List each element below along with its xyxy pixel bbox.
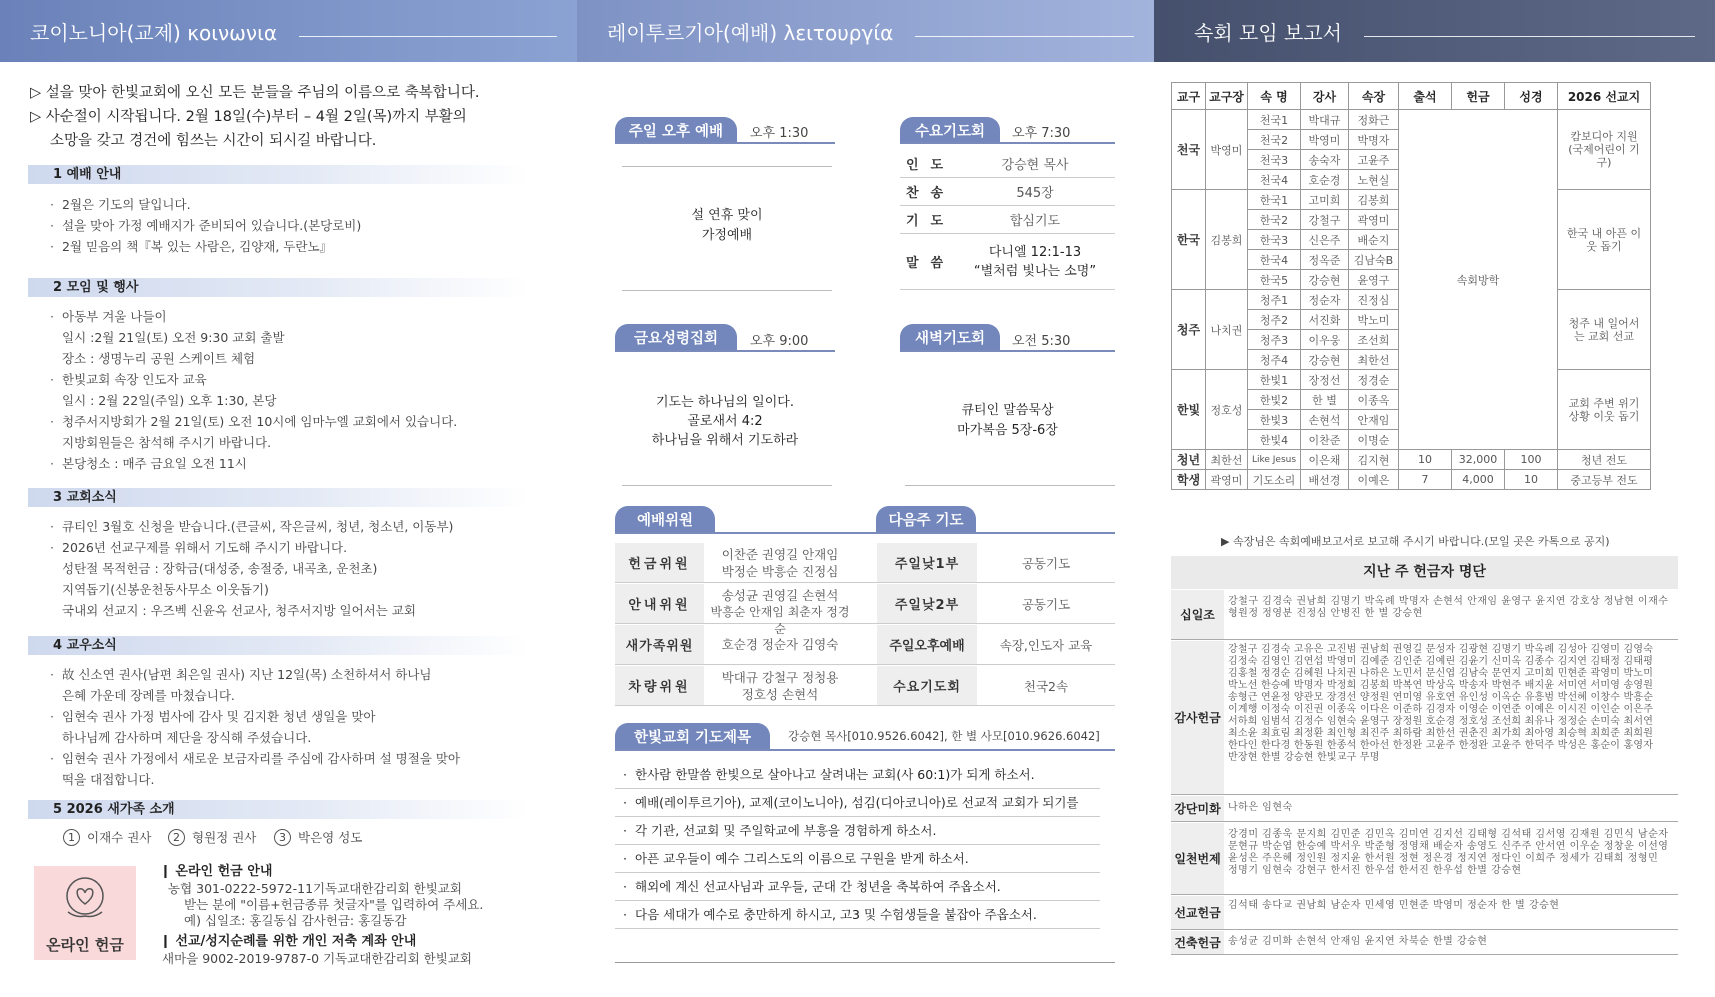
offering-label: 선교헌금 xyxy=(1171,896,1224,929)
row-value: 합심기도 xyxy=(1009,214,1061,229)
mission-cell: 한국 내 아픈 이웃 돕기 xyxy=(1558,190,1651,290)
row-value xyxy=(955,243,1115,281)
group-cell: Like Jesus xyxy=(1248,450,1301,470)
prayer-item: · 다음 세대가 예수로 충만하게 하시고, 고3 및 수험생들을 붙잡아 주옵소서. xyxy=(615,902,1100,929)
newcomer-name: 이재수 권사 xyxy=(87,830,152,845)
group-name-cell: 천국2 xyxy=(1248,130,1301,150)
district-cell: 한빛 xyxy=(1172,370,1206,450)
list-item: · 임현숙 권사 가정 범사에 감사 및 김지환 청년 생일을 맞아 xyxy=(62,706,376,727)
teacher-cell: 정옥준 xyxy=(1301,250,1349,270)
divider xyxy=(622,485,832,486)
prayer-slot: 주일오후예배 xyxy=(877,625,977,664)
role-members xyxy=(705,625,855,664)
list-item: · 큐티인 3월호 신청을 받습니다.(큰글씨, 작은글씨, 청년, 청소년, 이동부) xyxy=(62,516,453,537)
offering-row-building xyxy=(1171,931,1678,955)
title-underline xyxy=(900,350,1115,352)
divider xyxy=(622,290,832,291)
prayer-item: · 한사람 한말씀 한빛으로 살아나고 살려내는 교회(사 60:1)가 되게 하소서. xyxy=(615,762,1100,789)
teacher-cell: 장정선 xyxy=(1301,370,1349,390)
merged-note-cell: 속회방학 xyxy=(1399,110,1558,450)
dawn-line: 큐티인 말씀묵상 xyxy=(961,403,1054,418)
row-key: 말씀 xyxy=(906,256,956,271)
header-rule xyxy=(1364,36,1695,37)
list-item: · 본당청소 : 매주 금요일 오전 11시 xyxy=(62,453,247,474)
members-line: 이찬준 권영길 안재임 xyxy=(721,547,839,562)
offering-names: 송성균 김미화 손현석 안재임 윤지연 차북순 한별 강승현 xyxy=(1228,936,1488,947)
online-account: 농협 301-0222-5972-11기독교대한감리회 한빛교회 xyxy=(168,881,462,896)
online-note: 예) 십일조: 홍길동십 감사헌금: 홍길동감 xyxy=(184,913,407,928)
divider xyxy=(615,962,1115,963)
header-rule xyxy=(915,36,1134,37)
table-header-row xyxy=(1172,83,1651,110)
prayer-person: 공동기도 xyxy=(1021,596,1071,612)
title-underline xyxy=(615,749,1115,751)
group-head-cell: 박명자 xyxy=(1349,130,1399,150)
list-item: 국내외 선교지 : 우즈벡 신윤옥 선교사, 청주서지방 일어서는 교회 xyxy=(62,603,416,618)
logo-text: 온라인 헌금 xyxy=(46,936,124,954)
online-title: ❙ 온라인 헌금 안내 xyxy=(160,864,273,879)
group-head-cell: 배순지 xyxy=(1349,230,1399,250)
role-name: 새가족위원 xyxy=(615,625,704,664)
group-cell: 기도소리 xyxy=(1248,470,1301,490)
list-item: 일시 :2월 21일(토) 오전 9:30 교회 출발 xyxy=(62,330,285,345)
teacher-cell: 이찬준 xyxy=(1301,430,1349,450)
offering-label: 강단미화 xyxy=(1171,796,1224,821)
number-circle: 1 xyxy=(63,829,80,846)
list-item: 하나님께 감사하며 제단을 장식해 주셨습니다. xyxy=(62,730,312,745)
list-item: 성탄절 목적헌금 : 장학금(대성중, 송절중, 내곡초, 운천초) xyxy=(62,561,378,576)
list-item: 떡을 대접합니다. xyxy=(62,772,155,787)
dawn-service-time: 오전 5:30 xyxy=(1012,334,1071,349)
head-cell: 김지현 xyxy=(1349,450,1399,470)
teacher-cell: 서진화 xyxy=(1301,310,1349,330)
column-header: 교구 xyxy=(1172,83,1206,110)
list-item: 지역돕기(신봉운천동사무소 이웃돕기) xyxy=(62,582,269,597)
leader-cell: 김봉희 xyxy=(1206,190,1248,290)
friday-line: 기도는 하나님의 일이다. xyxy=(656,395,794,410)
friday-service-time: 오후 9:00 xyxy=(750,334,809,349)
list-item: 장소 : 생명누리 공원 스케이트 체험 xyxy=(62,351,256,366)
sermon-title: “별처럼 빛나는 소명” xyxy=(973,263,1097,279)
role-members xyxy=(705,543,855,582)
attend-cell: 7 xyxy=(1399,470,1452,490)
money-cell: 32,000 xyxy=(1452,450,1505,470)
group-head-cell: 윤영구 xyxy=(1349,270,1399,290)
wednesday-service-time: 오후 7:30 xyxy=(1012,126,1071,141)
column-header: 속 명 xyxy=(1248,83,1301,110)
dawn-line: 마가복음 5장-6장 xyxy=(957,423,1058,438)
next-prayer-title: 다음주 기도 xyxy=(876,506,976,532)
group-name-cell: 한국3 xyxy=(1248,230,1301,250)
table-row xyxy=(1172,470,1651,490)
members-line: 박흥순 안재임 최춘자 정경순 xyxy=(710,605,850,636)
list-item: · 임현숙 권사 가정에서 새로운 보금자리를 주심에 감사하며 설 명절을 맞아 xyxy=(62,748,460,769)
friday-line: 하나님을 위해서 기도하라 xyxy=(651,433,799,448)
list-item: · 2월은 기도의 달입니다. xyxy=(62,194,191,215)
committee-row xyxy=(615,584,1115,636)
teacher-cell: 한 별 xyxy=(1301,390,1349,410)
mission-cell: 교회 주변 위기 상황 이웃 돕기 xyxy=(1558,370,1651,450)
teacher-cell: 박대규 xyxy=(1301,110,1349,130)
teacher-cell: 강철구 xyxy=(1301,210,1349,230)
district-cell: 학생 xyxy=(1172,470,1206,490)
list-item: · 아동부 겨울 나들이 xyxy=(62,306,167,327)
prayer-slot: 주일낮2부 xyxy=(877,584,977,623)
prayer-item: · 해외에 계신 선교사님과 교우들, 군대 간 청년을 축복하여 주옵소서. xyxy=(615,874,1100,901)
group-name-cell: 한국4 xyxy=(1248,250,1301,270)
district-cell: 천국 xyxy=(1172,110,1206,190)
teacher-cell: 이은채 xyxy=(1301,450,1349,470)
attend-cell: 10 xyxy=(1399,450,1452,470)
group-name-cell: 천국1 xyxy=(1248,110,1301,130)
row-key: 찬송 xyxy=(906,186,956,201)
newcomer-name: 박은영 성도 xyxy=(298,830,363,845)
intro-line: ▷ 설을 맞아 한빛교회에 오신 모든 분들을 주님의 이름으로 축복합니다. xyxy=(30,85,480,101)
row-key: 기도 xyxy=(906,214,956,229)
mission-cell: 캄보디아 지원 (국제어린이 기구) xyxy=(1558,110,1651,190)
district-cell: 한국 xyxy=(1172,190,1206,290)
list-item: 일시 : 2월 22일(주일) 오후 1:30, 본당 xyxy=(62,393,277,408)
teacher-cell: 정순자 xyxy=(1301,290,1349,310)
offering-names: 강철구 김경숙 고유은 고진범 권남희 권영길 문성자 김광현 김명기 박옥례 김성아 김영미 김영숙 김정숙 김영인 김연섭 박영미 김예준 김인준 김예린 김윤기 신미옥 김종수 김지연 김태정 김태평 김홍철 정경순 김혜원 나치권 나하은 노민서 문신엽 김남숙 문연지 고미희 민현준 곽영미 박노미 박노선 한승예 박명자 박정희 김봉희 박복연 박상옥 박송자 박현주 배지윤 서미연 서미영 송영원 송형근 연윤정 양관모 장경선 양정원 연미영 유호연 유인성 이옥순 유흥범 박선혜 이창수 박흥순 이계행 이정숙 이진권 이종옥 이다은 이준하 김경자 이영순 이연준 이예은 이시진 이인순 이은주 서하희 임범석 김정수 임현숙 윤영구 장정원 호순경 정호성 조선희 최유나 정정순 손미숙 최서연 최소윤 최효림 최정환 최인형 최진주 최하람 최한선 권춘진 최가희 최아영 최승혁 최희준 최희원 한다인 한다경 한동원 한종석 한아선 한정완 고윤주 한정완 고윤주 한덕주 박성은 홍순이 홍영자 반장현 한별 강승현 한빛교구 무명 xyxy=(1228,644,1654,763)
teacher-cell: 이우웅 xyxy=(1301,330,1349,350)
group-name-cell: 한국2 xyxy=(1248,210,1301,230)
prayer-title: 한빛교회 기도제목 xyxy=(615,723,770,749)
wednesday-row xyxy=(900,206,1115,234)
column-header: 성경 xyxy=(1505,83,1558,110)
prayer-person: 천국2속 xyxy=(1023,678,1069,694)
sunday-service-title: 주일 오후 예배 xyxy=(615,117,737,143)
wednesday-row xyxy=(900,178,1115,206)
savings-account: 새마을 9002-2019-9787-0 기독교대한감리회 한빛교회 xyxy=(162,951,472,966)
group-head-cell: 노현실 xyxy=(1349,170,1399,190)
header-title: 코이노니아(교제) κοινωνια xyxy=(30,20,278,45)
group-head-cell: 박노미 xyxy=(1349,310,1399,330)
newcomer-item xyxy=(63,828,151,846)
column-header: 2026 선교지 xyxy=(1558,83,1651,110)
group-head-cell: 안재임 xyxy=(1349,410,1399,430)
role-name: 안내위원 xyxy=(615,584,704,623)
divider xyxy=(905,485,1115,486)
column-header: 강사 xyxy=(1301,83,1349,110)
prayer-person: 공동기도 xyxy=(1021,555,1071,571)
list-item: 은혜 가운데 장례를 마쳤습니다. xyxy=(62,688,235,703)
divider xyxy=(622,166,832,167)
wednesday-row xyxy=(900,150,1115,178)
offering-label: 십일조 xyxy=(1171,590,1224,639)
offering-row-altar xyxy=(1171,796,1678,822)
teacher-cell: 신은주 xyxy=(1301,230,1349,250)
table-row xyxy=(1172,110,1651,130)
role-members xyxy=(705,666,855,705)
online-offering-logo xyxy=(34,866,136,960)
teacher-cell: 고미희 xyxy=(1301,190,1349,210)
teacher-cell: 손현석 xyxy=(1301,410,1349,430)
section-title-events: 2 모임 및 행사 xyxy=(28,278,528,297)
group-head-cell: 진정심 xyxy=(1349,290,1399,310)
group-name-cell: 청주1 xyxy=(1248,290,1301,310)
row-value: 강승현 목사 xyxy=(1001,158,1069,173)
offering-list-title: 지난 주 헌금자 명단 xyxy=(1171,556,1678,589)
prayer-slot: 수요기도회 xyxy=(877,666,977,705)
group-head-cell: 정경순 xyxy=(1349,370,1399,390)
group-name-cell: 한국5 xyxy=(1248,270,1301,290)
role-members xyxy=(705,584,855,636)
friday-line: 골로새서 4:2 xyxy=(687,414,763,429)
group-name-cell: 청주3 xyxy=(1248,330,1301,350)
offering-row-burnt xyxy=(1171,823,1678,895)
header-report xyxy=(1154,0,1715,62)
members-line: 송성균 권영길 손현석 xyxy=(721,588,839,603)
newcomer-item xyxy=(274,828,362,846)
table-row xyxy=(1172,450,1651,470)
prayer-contact: 강승현 목사[010.9526.6042], 한 별 사모[010.9626.6042] xyxy=(788,729,1100,743)
report-note: ▶ 속장님은 속회예배보고서로 보고해 주시기 바랍니다.(모일 곳은 카톡으로 공지) xyxy=(1221,535,1610,548)
newcomer-name: 형원정 권사 xyxy=(192,830,257,845)
group-head-cell: 김봉희 xyxy=(1349,190,1399,210)
header-leitourgia xyxy=(577,0,1154,62)
offering-names: 김석태 송다교 권남희 남순자 민세영 민현준 박영미 정순자 한 별 강승현 xyxy=(1228,900,1560,911)
column-header: 속장 xyxy=(1349,83,1399,110)
prayer-item: · 아픈 교우들이 예수 그리스도의 이름으로 구원을 받게 하소서. xyxy=(615,846,1100,873)
section-title-newcomers: 5 2026 새가족 소개 xyxy=(28,800,528,819)
list-item: · 2026년 선교구제를 위해서 기도해 주시기 바랍니다. xyxy=(62,537,347,558)
sunday-line: 설 연휴 맞이 xyxy=(691,208,763,223)
offering-names: 강경미 김종욱 문지희 김민준 김민옥 김미연 김지선 김태형 김석태 김서영 김재원 김민식 남순자 문현규 박순엽 한승예 박서우 박준형 정영채 배순자 송영도 신주주 안서연 이우순 정창운 이선영 윤성은 주은혜 정인원 정지윤 한서원 정현 정은경 정지연 정다인 이희주 정세가 김태희 정형민 정명기 임현숙 강현구 한서진 한우섭 한서진 한우섭 한별 강승현 xyxy=(1228,829,1669,876)
leader-cell: 곽영미 xyxy=(1206,470,1248,490)
group-name-cell: 한빛1 xyxy=(1248,370,1301,390)
prayer-person: 속장,인도자 교육 xyxy=(999,637,1093,653)
members-line: 호순경 정순자 김영숙 xyxy=(721,637,839,652)
role-name: 차량위원 xyxy=(615,666,704,705)
leader-cell: 최한선 xyxy=(1206,450,1248,470)
mission-cell: 청주 내 일어서는 교회 선교 xyxy=(1558,290,1651,370)
mission-cell: 중고등부 전도 xyxy=(1558,470,1651,490)
offering-names: 나하은 임현숙 xyxy=(1228,802,1293,813)
group-head-cell: 고윤주 xyxy=(1349,150,1399,170)
group-name-cell: 한국1 xyxy=(1248,190,1301,210)
list-item: · 故 신소연 권사(남편 최은일 권사) 지난 12일(목) 소천하셔서 하나님 xyxy=(62,664,432,685)
committee-row xyxy=(615,666,1115,706)
group-name-cell: 청주4 xyxy=(1248,350,1301,370)
leader-cell: 나치권 xyxy=(1206,290,1248,370)
group-head-cell: 이종옥 xyxy=(1349,390,1399,410)
title-underline xyxy=(900,142,1115,144)
header-rule xyxy=(299,36,557,37)
bible-cell: 10 xyxy=(1505,470,1558,490)
leader-cell: 박영미 xyxy=(1206,110,1248,190)
sunday-service-time: 오후 1:30 xyxy=(750,126,809,141)
district-cell: 청년 xyxy=(1172,450,1206,470)
number-circle: 3 xyxy=(274,829,291,846)
wednesday-word-row xyxy=(900,234,1115,290)
offering-label: 건축헌금 xyxy=(1171,931,1224,954)
committee-row xyxy=(615,625,1115,665)
intro-line: 소망을 갖고 경건에 힘쓰는 시간이 되시길 바랍니다. xyxy=(50,133,377,149)
title-underline xyxy=(615,142,835,144)
offering-row-thanks xyxy=(1171,641,1678,795)
group-head-cell: 곽영미 xyxy=(1349,210,1399,230)
head-cell: 이예은 xyxy=(1349,470,1399,490)
money-cell: 4,000 xyxy=(1452,470,1505,490)
list-item: · 2월 믿음의 책『복 있는 사람은, 김양재, 두란노』 xyxy=(62,236,332,257)
newcomer-item xyxy=(168,828,256,846)
header-title: 레이투르기아(예배) λειτουργία xyxy=(607,20,894,45)
column-header: 출석 xyxy=(1399,83,1452,110)
section-title-members: 4 교우소식 xyxy=(28,636,528,655)
members-line: 정호성 손현석 xyxy=(741,687,819,702)
offering-label: 일천번제 xyxy=(1171,823,1224,894)
group-name-cell: 한빛4 xyxy=(1248,430,1301,450)
group-report-table xyxy=(1171,82,1651,490)
teacher-cell: 강승현 xyxy=(1301,350,1349,370)
teacher-cell: 호순경 xyxy=(1301,170,1349,190)
table-body xyxy=(1172,110,1651,490)
wednesday-service-title: 수요기도회 xyxy=(900,117,1000,143)
committee-title: 예배위원 xyxy=(615,506,715,532)
district-cell: 청주 xyxy=(1172,290,1206,370)
column-header: 헌금 xyxy=(1452,83,1505,110)
section-title-worship: 1 예배 안내 xyxy=(28,165,528,184)
prayer-item: · 각 기관, 선교회 및 주일학교에 부흥을 경험하게 하소서. xyxy=(615,818,1100,845)
number-circle: 2 xyxy=(168,829,185,846)
offering-names: 강철구 김경숙 권남희 김명기 박옥례 박명자 손현석 안재임 윤영구 윤지연 강호상 정남현 이재수 형원정 정영분 진정심 안병진 한 별 강승현 xyxy=(1228,596,1669,619)
scripture: 다니엘 12:1-13 xyxy=(988,244,1082,260)
list-item: 지방회원들은 참석해 주시기 바랍니다. xyxy=(62,435,272,450)
group-name-cell: 천국3 xyxy=(1248,150,1301,170)
group-head-cell: 김남숙B xyxy=(1349,250,1399,270)
teacher-cell: 강승현 xyxy=(1301,270,1349,290)
savings-title: ❙ 선교/성지순례를 위한 개인 저축 계좌 안내 xyxy=(160,934,417,949)
members-line: 박정순 박흥순 진정심 xyxy=(721,564,839,579)
group-name-cell: 청주2 xyxy=(1248,310,1301,330)
title-underline xyxy=(615,350,835,352)
list-item: · 한빛교회 속장 인도자 교육 xyxy=(62,369,207,390)
group-name-cell: 한빛2 xyxy=(1248,390,1301,410)
group-head-cell: 정화근 xyxy=(1349,110,1399,130)
group-head-cell: 최한선 xyxy=(1349,350,1399,370)
group-name-cell: 천국4 xyxy=(1248,170,1301,190)
prayer-item: · 예배(레이투르기아), 교제(코이노니아), 섬김(디아코니아)로 선교적 교회가 되기를 xyxy=(615,790,1100,817)
role-name: 헌금위원 xyxy=(615,543,704,582)
header-title: 속회 모임 보고서 xyxy=(1194,20,1342,45)
intro-line: ▷ 사순절이 시작됩니다. 2월 18일(수)부터 – 4월 2일(목)까지 부활의 xyxy=(30,109,467,125)
heart-hand-icon xyxy=(62,874,108,924)
bible-cell: 100 xyxy=(1505,450,1558,470)
list-item: · 청주서지방회가 2월 21일(토) 오전 10시에 임마누엘 교회에서 있습니다. xyxy=(62,411,457,432)
teacher-cell: 배선경 xyxy=(1301,470,1349,490)
row-key: 인도 xyxy=(906,158,956,173)
group-head-cell: 조선희 xyxy=(1349,330,1399,350)
mission-cell: 청년 전도 xyxy=(1558,450,1651,470)
offering-row-mission xyxy=(1171,896,1678,930)
prayer-slot: 주일낮1부 xyxy=(877,543,977,582)
header-koinonia xyxy=(0,0,577,62)
column-header: 교구장 xyxy=(1206,83,1248,110)
list-item: · 설을 맞아 가정 예배지가 준비되어 있습니다.(본당로비) xyxy=(62,215,361,236)
row-value: 545장 xyxy=(1016,186,1054,201)
teacher-cell: 박영미 xyxy=(1301,130,1349,150)
dawn-service-title: 새벽기도회 xyxy=(900,324,1000,350)
teacher-cell: 송숙자 xyxy=(1301,150,1349,170)
online-note: 받는 분에 "이름+헌금종류 첫글자"를 입력하여 주세요. xyxy=(184,897,484,912)
offering-label: 감사헌금 xyxy=(1171,641,1224,794)
friday-service-title: 금요성령집회 xyxy=(615,324,737,350)
leader-cell: 정호성 xyxy=(1206,370,1248,450)
offering-row-tithe xyxy=(1171,590,1678,640)
committee-row xyxy=(615,543,1115,583)
group-name-cell: 한빛3 xyxy=(1248,410,1301,430)
group-head-cell: 이명순 xyxy=(1349,430,1399,450)
title-underline xyxy=(615,532,1115,534)
section-title-news: 3 교회소식 xyxy=(28,488,528,507)
members-line: 박대규 강철구 정청용 xyxy=(721,670,839,685)
sunday-line: 가정예배 xyxy=(701,228,753,243)
